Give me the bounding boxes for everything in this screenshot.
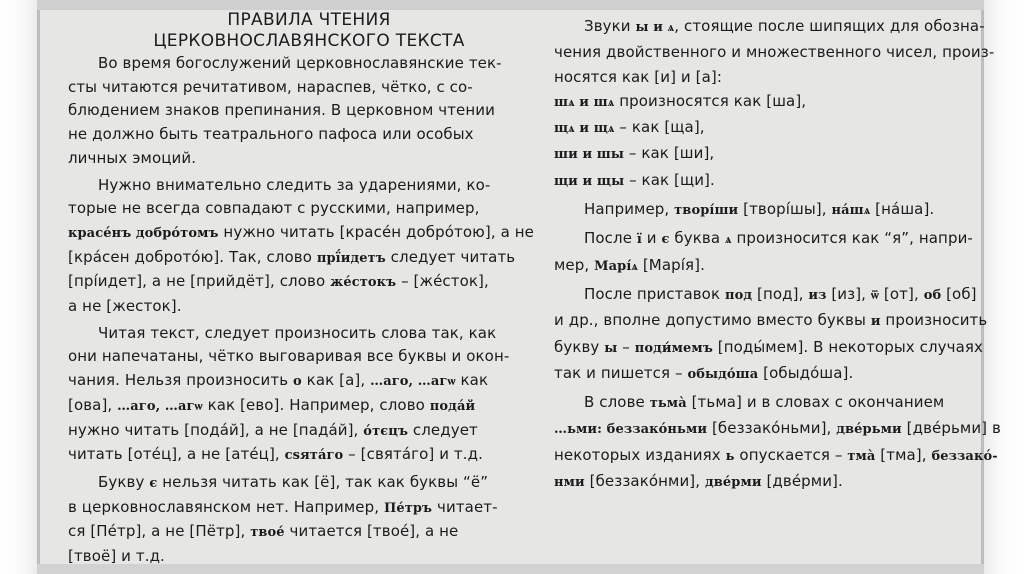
text-segment: [под], <box>752 284 809 303</box>
text-segment: – <box>617 337 635 356</box>
text-line <box>554 416 1001 442</box>
text-line <box>554 253 984 279</box>
slide-margin-left <box>0 0 37 574</box>
text-segment: [творíшы], <box>738 200 832 219</box>
text-segment: следует читать <box>385 247 516 266</box>
text-segment: и др., вполне допустимо вместо буквы <box>554 311 871 330</box>
church-slavonic-word: шѧ и шѧ <box>554 94 615 110</box>
text-segment: сты читаются речитативом, нараспев, чётко, с со- <box>68 77 473 96</box>
text-segment: – [святáго] и т.д. <box>343 445 483 464</box>
church-slavonic-word: є <box>149 475 158 491</box>
text-segment: некоторых изданиях <box>554 445 726 464</box>
text-segment: не должно быть театрального пафоса или особых <box>68 125 474 144</box>
text-line <box>554 168 984 194</box>
text-segment: [двéрьми] в <box>901 419 1001 438</box>
text-segment: произносится как “я”, напри- <box>731 229 973 248</box>
text-segment: Нужно внимательно следить за ударениями, ко- <box>98 175 491 194</box>
church-slavonic-word: тьмà <box>649 396 687 412</box>
text-segment: следует <box>408 420 478 439</box>
text-line <box>554 141 984 167</box>
text-segment: личных эмоций. <box>68 148 197 167</box>
text-line <box>68 147 550 171</box>
text-segment: как [а], <box>301 371 371 390</box>
text-line <box>68 123 550 147</box>
text-segment: [Марíя]. <box>637 255 705 274</box>
text-segment: [об] <box>941 284 977 303</box>
text-line <box>68 496 550 521</box>
text-line <box>68 520 550 545</box>
church-slavonic-word: под <box>725 287 753 303</box>
text-segment: опускается – <box>734 445 848 464</box>
text-line <box>554 226 984 252</box>
text-segment: буква <box>669 229 726 248</box>
church-slavonic-word: ы <box>604 340 618 356</box>
church-slavonic-word: Пе́тръ <box>383 500 433 516</box>
church-slavonic-word: Марíѧ <box>594 258 638 274</box>
church-slavonic-word: красéнъ добрóтомъ <box>68 225 219 241</box>
text-segment: мер, <box>554 255 595 274</box>
text-segment: [крáсен добротóю]. Так, слово <box>68 247 317 266</box>
text-segment: нужно читать [красéн добрóтою], а не <box>218 222 534 241</box>
title-line: ЦЕРКОВНОСЛАВЯНСКОГО ТЕКСТА <box>153 31 465 51</box>
text-segment: так и пишется – <box>554 363 688 382</box>
church-slavonic-word: сѕятáго <box>284 448 344 464</box>
text-segment: [двéрми]. <box>761 472 843 491</box>
text-segment: как [ево]. Например, слово <box>202 395 430 414</box>
text-segment: [беззакóньми], <box>707 419 837 438</box>
text-segment: блюдением знаков препинания. В церковном чтении <box>68 101 495 120</box>
text-line <box>554 335 984 361</box>
text-line <box>68 246 550 271</box>
text-segment: [тма], <box>875 445 932 464</box>
slide-margin-right <box>984 0 1024 574</box>
text-line <box>68 471 550 496</box>
church-slavonic-word: ши и шы <box>554 147 625 163</box>
text-line <box>68 174 550 198</box>
title-line: ПРАВИЛА ЧТЕНИЯ <box>227 10 391 30</box>
text-segment: произносятся как [ша], <box>614 91 807 110</box>
document-title <box>68 10 550 52</box>
text-segment: в церковнославянском нет. Например, <box>68 497 384 516</box>
text-segment: они напечатаны, чётко выговаривая все буквы и окон- <box>68 347 510 366</box>
text-segment: Во время богослужений церковнославянские тек- <box>98 54 502 72</box>
text-line <box>68 197 550 221</box>
church-slavonic-word: нми <box>554 475 585 491</box>
text-segment: [из], <box>826 284 871 303</box>
text-segment: – [жéсток], <box>396 272 489 291</box>
text-line <box>68 295 550 319</box>
text-line <box>68 545 550 569</box>
text-line <box>68 270 550 295</box>
church-slavonic-word: обыдо́ша <box>687 366 759 382</box>
text-line <box>554 469 984 495</box>
text-segment: нужно читать [подáй], а не [падáй], <box>68 420 364 439</box>
church-slavonic-word: поди́мемъ <box>634 340 713 356</box>
text-line <box>554 65 984 89</box>
church-slavonic-word: нáшѧ <box>831 203 871 219</box>
text-line <box>554 115 984 141</box>
text-segment: Читая текст, следует произносить слова так, как <box>98 323 497 342</box>
text-segment: чения двойственного и множественного чисел, произ- <box>554 43 995 62</box>
text-segment: [ова], <box>68 395 118 414</box>
text-segment: Звуки <box>584 17 636 35</box>
church-slavonic-word: об <box>923 287 942 303</box>
church-slavonic-word: є <box>661 232 670 248</box>
text-segment: носятся как [и] и [а]: <box>554 67 722 86</box>
text-segment: [обыдóша]. <box>758 363 854 382</box>
text-segment: ся [Пéтр], а не [Пётр], <box>68 522 251 541</box>
church-slavonic-word: …аго, …агѡ <box>370 374 456 390</box>
text-line <box>554 361 984 387</box>
church-slavonic-word: твое́ <box>250 525 285 541</box>
text-line <box>554 197 984 223</box>
text-segment: нельзя читать как [ё], так как буквы “ё” <box>157 472 489 491</box>
scanned-page <box>40 10 1001 566</box>
text-segment: читать [отéц], а не [атéц], <box>68 445 285 464</box>
text-segment: – как [ща], <box>614 118 705 137</box>
scan-band-top <box>37 0 984 10</box>
text-segment: , стоящие после шипящих для обозна- <box>674 17 985 35</box>
text-segment: [тьма] и в словах с окончанием <box>686 393 945 412</box>
church-slavonic-word: щи и щы <box>554 173 625 189</box>
text-segment: – как [щи]. <box>624 170 715 189</box>
text-line <box>68 419 550 444</box>
right-column <box>554 14 1001 495</box>
church-slavonic-word: беззакó- <box>931 448 998 464</box>
text-line <box>554 390 984 416</box>
text-segment: произносить <box>880 311 988 330</box>
text-line <box>554 308 988 334</box>
church-slavonic-word: подáй <box>429 398 476 414</box>
church-slavonic-word: щѧ и щѧ <box>554 121 615 137</box>
text-segment: – как [ши], <box>624 144 715 163</box>
text-line <box>554 443 998 469</box>
church-slavonic-word: о <box>293 374 302 390</box>
church-slavonic-word: тмà <box>847 448 876 464</box>
church-slavonic-word: ї <box>636 232 642 248</box>
text-line <box>68 369 550 394</box>
text-segment: [поды́мем]. В некоторых случаях <box>712 337 983 356</box>
text-segment: [твоё] и т.д. <box>68 547 165 566</box>
text-segment: [от], <box>879 284 924 303</box>
text-segment: читает- <box>432 497 498 516</box>
text-line <box>68 221 550 246</box>
church-slavonic-word: ѧ <box>725 232 732 248</box>
church-slavonic-word: двéрьми <box>836 422 902 438</box>
text-segment: чания. Нельзя произносить <box>68 371 294 390</box>
text-segment: а не [жесток]. <box>68 297 182 316</box>
text-segment: Например, <box>584 200 675 219</box>
text-line <box>68 443 550 468</box>
text-segment: и <box>641 229 662 248</box>
right-column-text <box>554 14 1001 495</box>
church-slavonic-word: жéстокъ <box>330 275 397 291</box>
text-line <box>68 76 550 100</box>
text-line <box>554 282 984 308</box>
text-line <box>554 14 984 40</box>
text-segment: [нáша]. <box>870 200 935 219</box>
text-segment: После приставок <box>584 284 725 303</box>
church-slavonic-word: и <box>870 314 881 330</box>
church-slavonic-word: …ьми: беззакóньми <box>554 422 708 438</box>
left-column-text <box>68 52 550 569</box>
church-slavonic-word: творíши <box>674 203 739 219</box>
text-segment: В слове <box>584 393 650 412</box>
text-segment: [прíидет], а не [прийдёт], слово <box>68 272 331 291</box>
text-segment: как <box>455 371 489 390</box>
text-line <box>554 89 984 115</box>
church-slavonic-word: ѿ <box>870 287 880 303</box>
church-slavonic-word: прї́идетъ <box>316 250 386 266</box>
text-line <box>68 345 550 369</box>
church-slavonic-word: двéрми <box>705 475 762 491</box>
church-slavonic-word: óтєцъ <box>363 423 409 439</box>
text-line <box>554 40 995 64</box>
text-segment: После <box>584 229 637 248</box>
text-segment: букву <box>554 337 605 356</box>
church-slavonic-word: ы и ѧ <box>635 20 675 35</box>
text-line <box>68 99 550 123</box>
left-column <box>68 10 550 569</box>
church-slavonic-word: …аго, …агѡ <box>117 398 203 414</box>
text-line <box>68 52 550 76</box>
church-slavonic-word: ь <box>725 448 735 464</box>
text-line <box>68 394 550 419</box>
church-slavonic-word: из <box>808 287 827 303</box>
text-segment: [беззакóнми], <box>584 472 705 491</box>
text-line <box>68 322 550 346</box>
text-segment: Букву <box>98 472 150 491</box>
text-segment: читается [твоé], а не <box>284 522 459 541</box>
text-segment: торые не всегда совпадают с русскими, например, <box>68 199 480 218</box>
